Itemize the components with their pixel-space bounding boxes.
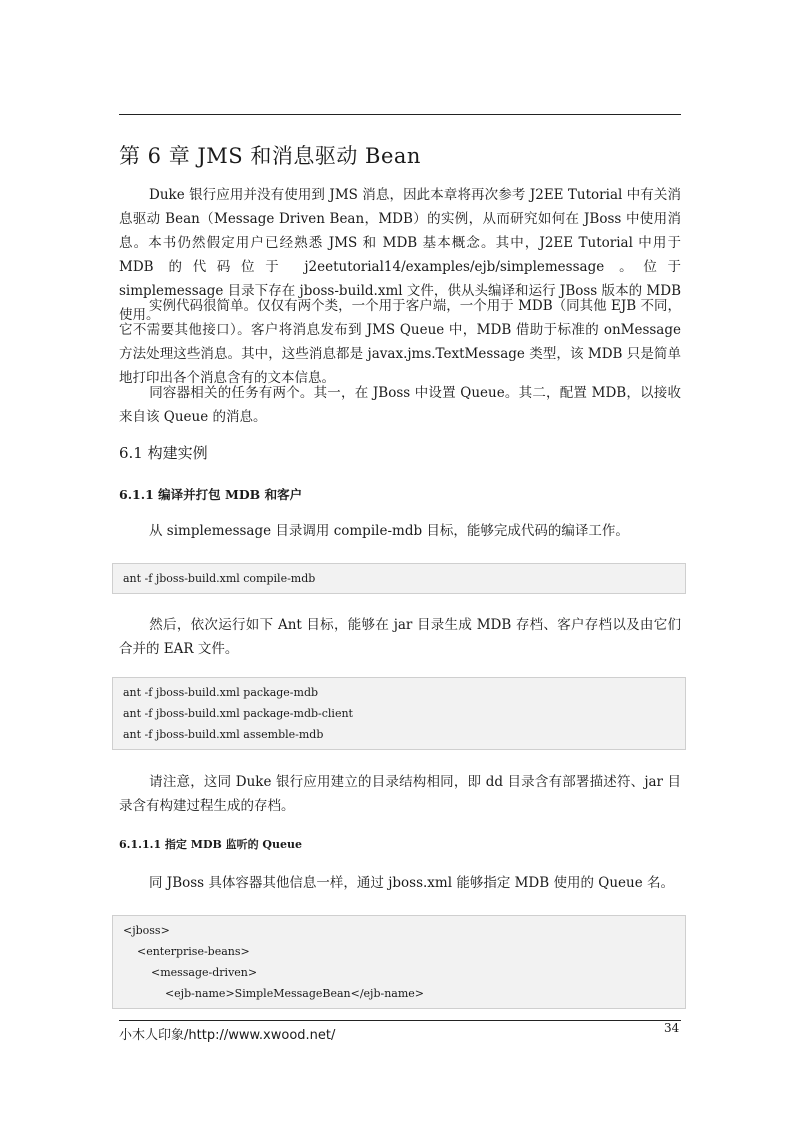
code-line: <ejb-name>SimpleMessageBean</ejb-name> bbox=[123, 987, 425, 1000]
section-heading-6-1: 6.1 构建实例 bbox=[119, 444, 208, 462]
code-line: ant -f jboss-build.xml assemble-mdb bbox=[123, 728, 324, 741]
code-line: ant -f jboss-build.xml package-mdb bbox=[123, 686, 319, 699]
intro-paragraph-1: Duke 银行应用并没有使用到 JMS 消息，因此本章将再次参考 J2EE Tutorial 中有关消息驱动 Bean（Message Driven Bean，MDB）的实例，从而研究如何在 JBoss 中使用消息。本书仍然假定用户已经熟悉 JMS 和 MDB 基本概念。其中，J2EE Tutorial 中用于 MDB 的代码位于 j2eetutorial14/examples/ejb/simplemessage 。位于 simplemessage 目录下存在 jboss-build.xml 文件，供从头编译和运行 JBoss 版本的 MDB 使用。 bbox=[119, 187, 681, 323]
code-line: ant -f jboss-build.xml compile-mdb bbox=[123, 572, 316, 585]
intro-paragraph-3: 同容器相关的任务有两个。其一，在 JBoss 中设置 Queue。其二，配置 MDB，以接收来自该 Queue 的消息。 bbox=[119, 385, 681, 425]
footer-rule bbox=[119, 1020, 681, 1021]
intro-paragraph-2: 实例代码很简单。仅仅有两个类，一个用于客户端，一个用于 MDB（同其他 EJB 不同，它不需要其他接口）。客户将消息发布到 JMS Queue 中，MDB 借助于标准的 onMessage 方法处理这些消息。其中，这些消息都是 javax.jms.TextMessage 类型，该 MDB 只是简单地打印出各个消息含有的文本信息。 bbox=[119, 298, 681, 386]
code-block-compile bbox=[112, 563, 686, 594]
code-block-jboss-xml bbox=[112, 915, 686, 1009]
chapter-title: 第 6 章 JMS 和消息驱动 Bean bbox=[119, 144, 421, 168]
header-rule bbox=[119, 114, 681, 115]
footer-site: 小木人印象/http://www.xwood.net/ bbox=[119, 1028, 336, 1043]
code-line: <message-driven> bbox=[123, 966, 258, 979]
section-heading-6-1-1-1: 6.1.1.1 指定 MDB 监听的 Queue bbox=[119, 838, 303, 851]
code-line: ant -f jboss-build.xml package-mdb-client bbox=[123, 707, 353, 720]
paragraph-queue: 同 JBoss 具体容器其他信息一样，通过 jboss.xml 能够指定 MDB 使用的 Queue 名。 bbox=[149, 875, 674, 891]
paragraph-compile: 从 simplemessage 目录调用 compile-mdb 目标，能够完成代码的编译工作。 bbox=[149, 523, 629, 539]
code-block-package bbox=[112, 677, 686, 750]
code-line: <jboss> bbox=[123, 924, 170, 937]
page-number: 34 bbox=[664, 1021, 680, 1035]
section-heading-6-1-1: 6.1.1 编译并打包 MDB 和客户 bbox=[119, 487, 303, 502]
paragraph-note: 请注意，这同 Duke 银行应用建立的目录结构相同，即 dd 目录含有部署描述符、jar 目录含有构建过程生成的存档。 bbox=[119, 774, 681, 814]
paragraph-package: 然后，依次运行如下 Ant 目标，能够在 jar 目录生成 MDB 存档、客户存档以及由它们合并的 EAR 文件。 bbox=[119, 617, 681, 657]
code-line: <enterprise-beans> bbox=[123, 945, 250, 958]
